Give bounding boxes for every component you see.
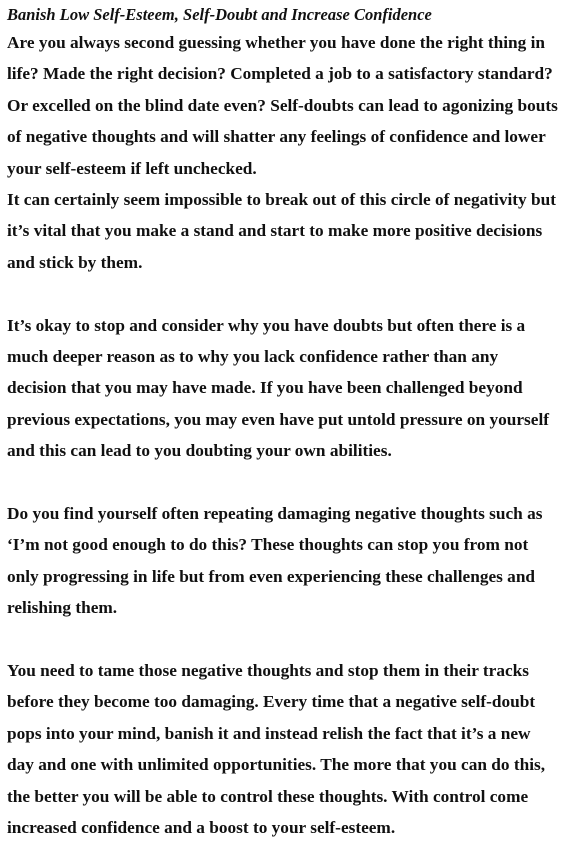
paragraph-5: You need to tame those negative thoughts and stop them in their tracks before they become too damaging. Every time that a negative self-doubt pops into your mind, banish it and instead relish the fact that it’s a new day and one with unlimited opportunities. The more that you can do this, the better you will be able to control these thoughts. With control come increased confidence and a boost to your self-esteem. <box>7 661 546 838</box>
paragraph-2: It can certainly seem impossible to break out of this circle of negativity but it’s vital that you make a stand and start to make more positive decisions and stick by them. <box>7 190 556 272</box>
paragraph-gap <box>7 278 561 309</box>
paragraph-4: Do you find yourself often repeating damaging negative thoughts such as ‘I’m not good enough to do this? These thoughts can stop you from not only progressing in life but from even experiencing these challenges and relishing them. <box>7 504 543 618</box>
article-title: Banish Low Self-Esteem, Self-Doubt and Increase Confidence <box>7 5 432 24</box>
paragraph-gap <box>7 467 561 498</box>
paragraph-3: It’s okay to stop and consider why you have doubts but often there is a much deeper reason as to why you lack confidence rather than any decision that you may have made. If you have been challenged beyond previous expectations, you may even have put untold pressure on yourself and this can lead to you doubting your own abilities. <box>7 315 549 461</box>
paragraph-1: Are you always second guessing whether you have done the right thing in life? Made the right decision? Completed a job to a satisfactory standard? Or excelled on the blind date even? Self-doubts can lead to agonizing bouts of negative thoughts and will shatter any feelings of confidence and lower your self-esteem if left unchecked. <box>7 33 558 178</box>
paragraph-gap <box>7 624 561 655</box>
